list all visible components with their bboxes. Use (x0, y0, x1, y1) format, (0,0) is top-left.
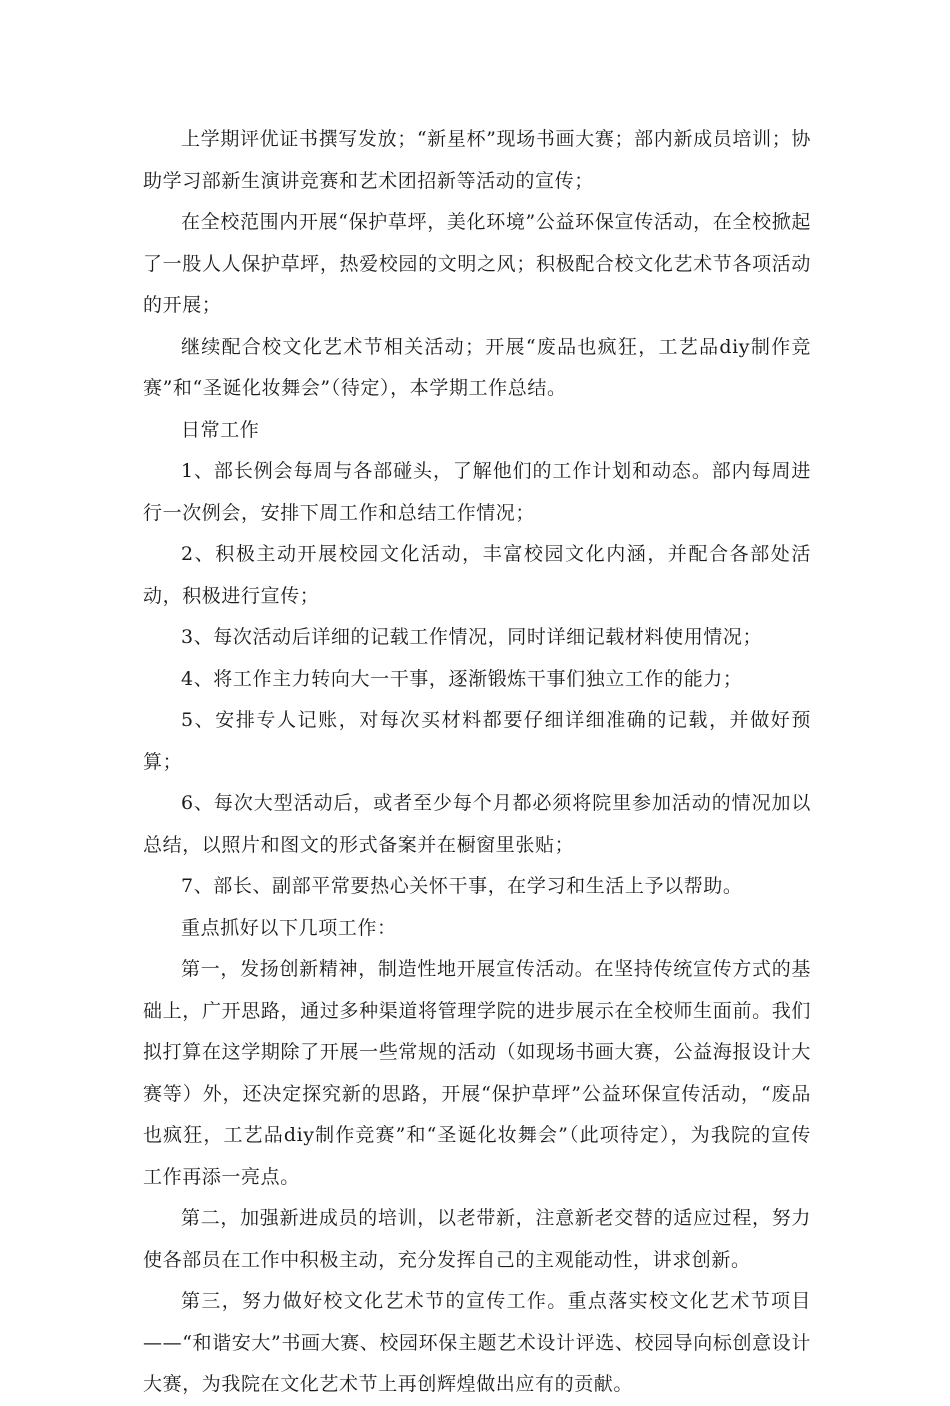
paragraph: 上学期评优证书撰写发放；“新星杯”现场书画大赛；部内新成员培训；协助学习部新生演讲竞赛和艺术团招新等活动的宣传； (143, 128, 811, 192)
paragraph: 在全校范围内开展“保护草坪，美化环境”公益环保宣传活动，在全校掀起了一股人人保护草坪，热爱校园的文明之风；积极配合校文化艺术节各项活动的开展； (143, 211, 811, 316)
paragraph: 继续配合校文化艺术节相关活动；开展“废品也疯狂，工艺品diy制作竞赛”和“圣诞化妆舞会”（待定），本学期工作总结。 (143, 335, 811, 399)
list-item: 1、部长例会每周与各部碰头，了解他们的工作计划和动态。部内每周进行一次例会，安排下周工作和总结工作情况； (143, 460, 811, 524)
paragraph: 第三，努力做好校文化艺术节的宣传工作。重点落实校文化艺术节项目——“和谐安大”书画大赛、校园环保主题艺术设计评选、校园导向标创意设计大赛，为我院在文化艺术节上再创辉煌做出应有的贡献。 (143, 1290, 811, 1395)
paragraph: 第二，加强新进成员的培训，以老带新，注意新老交替的适应过程，努力使各部员在工作中积极主动，充分发挥自己的主观能动性，讲求创新。 (143, 1207, 811, 1271)
section-heading-key-work: 重点抓好以下几项工作： (181, 916, 397, 939)
section-heading-daily-work: 日常工作 (181, 418, 260, 441)
list-item: 4、将工作主力转向大一干事，逐渐锻炼干事们独立工作的能力； (181, 667, 743, 690)
document-body (143, 119, 811, 1406)
list-item: 7、部长、副部平常要热心关怀干事，在学习和生活上予以帮助。 (181, 875, 743, 897)
list-item: 6、每次大型活动后，或者至少每个月都必须将院里参加活动的情况加以总结，以照片和图文的形式备案并在橱窗里张贴； (143, 792, 811, 856)
list-item: 5、安排专人记账，对每次买材料都要仔细详细准确的记载，并做好预算； (143, 709, 811, 773)
paragraph: 第一，发扬创新精神，制造性地开展宣传活动。在坚持传统宣传方式的基础上，广开思路，通过多种渠道将管理学院的进步展示在全校师生面前。我们拟打算在这学期除了开展一些常规的活动（如现场书画大赛，公益海报设计大赛等）外，还决定探究新的思路，开展“保护草坪”公益环保宣传活动，“废品也疯狂，工艺品diy制作竞赛”和“圣诞化妆舞会”（此项待定），为我院的宣传工作再添一亮点。 (143, 958, 811, 1188)
list-item: 3、每次活动后详细的记载工作情况，同时详细记载材料使用情况； (181, 626, 763, 648)
list-item: 2、积极主动开展校园文化活动，丰富校园文化内涵，并配合各部处活动，积极进行宣传； (143, 543, 811, 607)
